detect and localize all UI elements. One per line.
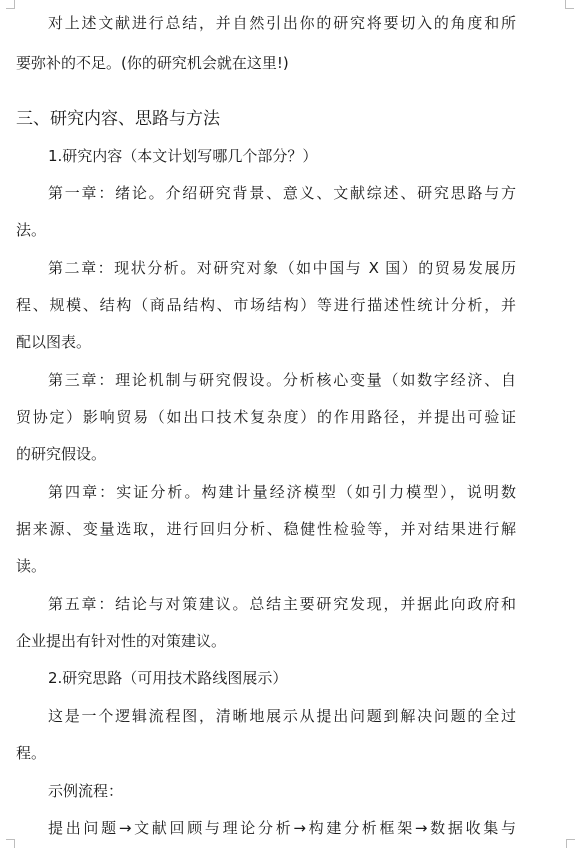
chapter5-line-1: 第五章：结论与对策建议。总结主要研究发现，并据此向政府和 [48, 595, 516, 613]
chapter2-line-2: 程、规模、结构（商品结构、市场结构）等进行描述性统计分析，并 [16, 296, 516, 314]
chapter1-line-2: 法。 [16, 221, 47, 239]
chapter1-line-1: 第一章：绪论。介绍研究背景、意义、文献综述、研究思路与方 [48, 184, 516, 202]
example-flow-text: 提出问题→文献回顾与理论分析→构建分析框架→数据收集与 [48, 819, 516, 837]
chapter2-line-3: 配以图表。 [16, 333, 92, 351]
chapter3-line-2: 贸协定）影响贸易（如出口技术复杂度）的作用路径，并提出可验证 [16, 408, 516, 426]
chapter4-line-3: 读。 [16, 557, 47, 575]
intro-line-2: 要弥补的不足。(你的研究机会就在这里!) [16, 54, 289, 72]
chapter5-line-2: 企业提出有针对性的对策建议。 [16, 632, 227, 650]
crop-mark-top-left [6, 0, 15, 9]
chapter2-line-1: 第二章：现状分析。对研究对象（如中国与 X 国）的贸易发展历 [48, 259, 516, 277]
example-flow-label: 示例流程： [48, 782, 124, 800]
chapter4-line-1: 第四章：实证分析。构建计量经济模型（如引力模型），说明数 [48, 483, 516, 501]
content-subtitle: 1.研究内容（本文计划写哪几个部分？） [48, 147, 318, 165]
approach-desc-line-1: 这是一个逻辑流程图，清晰地展示从提出问题到解决问题的全过 [48, 707, 516, 725]
chapter4-line-2: 据来源、变量选取，进行回归分析、稳健性检验等，并对结果进行解 [16, 520, 516, 538]
intro-line-1: 对上述文献进行总结，并自然引出你的研究将要切入的角度和所 [48, 14, 516, 32]
approach-subtitle: 2.研究思路（可用技术路线图展示） [48, 669, 288, 687]
section-heading: 三、研究内容、思路与方法 [16, 109, 220, 129]
chapter3-line-3: 的研究假设。 [16, 445, 107, 463]
approach-desc-line-2: 程。 [16, 744, 47, 762]
chapter3-line-1: 第三章：理论机制与研究假设。分析核心变量（如数字经济、自 [48, 371, 516, 389]
crop-mark-top-right [565, 0, 574, 9]
